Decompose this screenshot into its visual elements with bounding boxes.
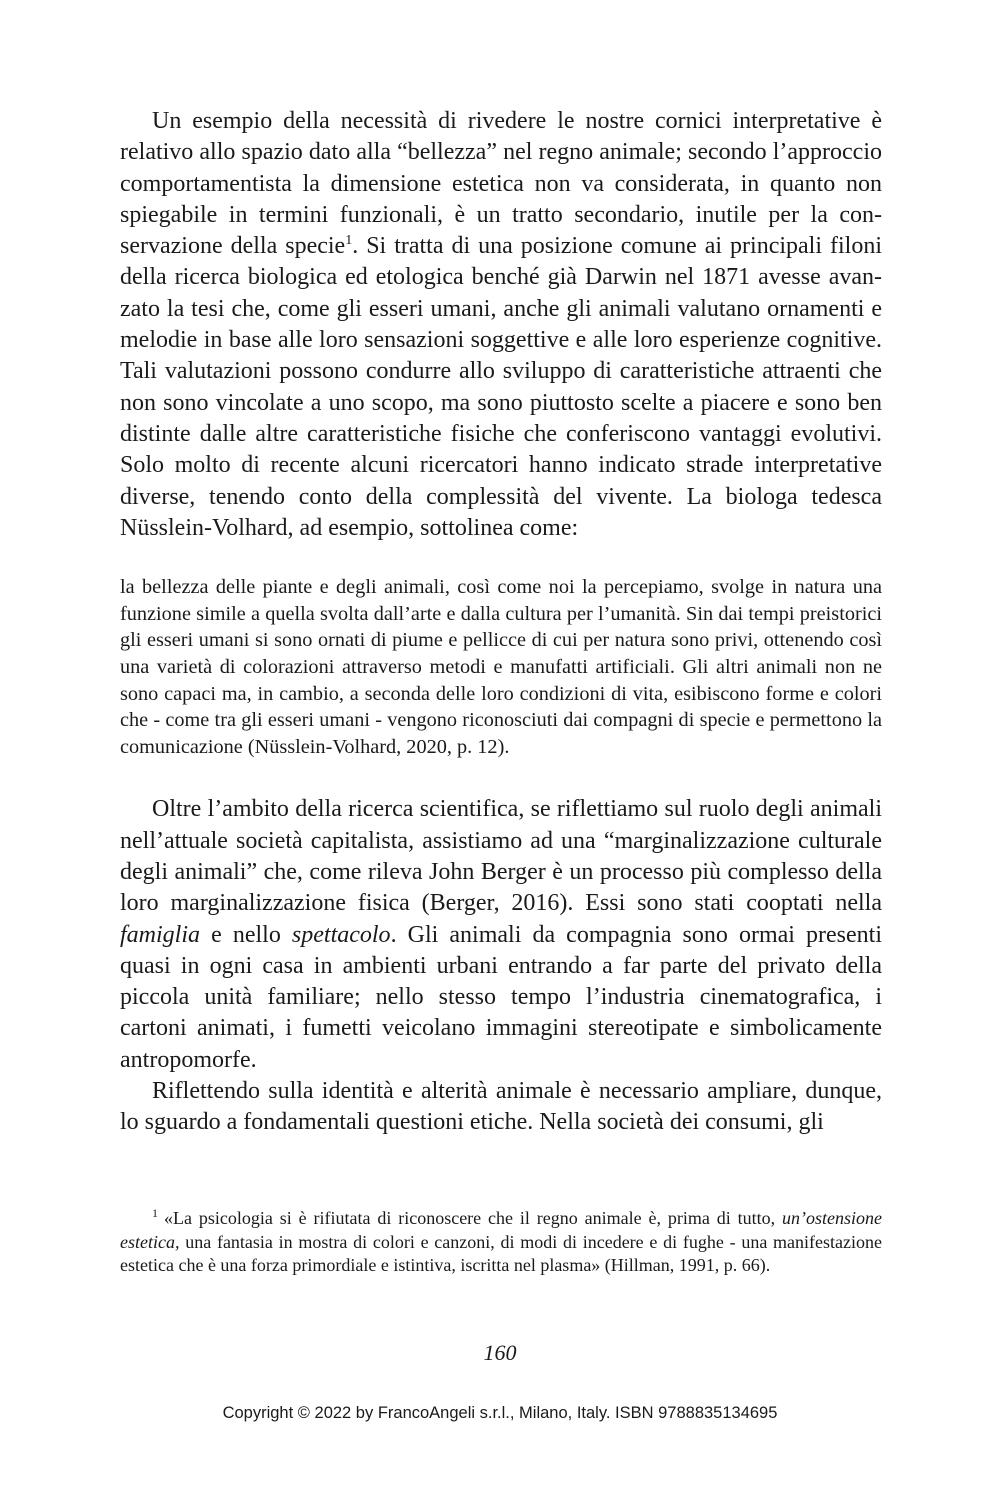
footnote-text-b: una fantasia in mostra di colori e canzoni, di modi di incedere e di fughe - una manifestazione estetica che è una forza primordiale e istintiva, iscritta nel plasma» (Hillman, 1991, p. 66). bbox=[120, 1231, 882, 1275]
paragraph-2-italic-famiglia: famiglia bbox=[120, 921, 201, 948]
block-quote: la bellezza delle piante e degli animali, così come noi la percepiamo, svolge in natura una funzione simile a quella svolta dall’arte e dalla cultura per l’umanità. Sin dai tempi preistorici gli esseri umani si sono ornati di piume e pellicce di cui per natura sono privi, ottenendo così una varietà di colorazioni attraverso metodi e manufatti artificiali. Gli altri animali non ne sono capaci ma, in cambio, a seconda delle loro condizioni di vita, esibiscono forme e colori che - come tra gli esseri umani - vengono riconosciuti dai compagni di specie e permettono la comunicazione (Nüsslein-Volhard, 2020, p. 12). bbox=[120, 576, 882, 758]
body-paragraph-3: Riflettendo sulla identità e alterità animale è necessario ampliare, dunque, lo sguardo a fondamentali questioni etiche. Nella società dei consumi, gli bbox=[120, 1077, 882, 1136]
paragraph-1-text-a: Un esempio della necessità di rivedere le nostre cornici interpretative è relativo allo spazio dato alla “bellezza” nel regno animale; secondo l’approccio comportamentista la dimensione estetica non va considerata, in quanto non spiegabile in termini funzionali, è un tratto secondario, inutile per la conservazione della specie bbox=[120, 108, 882, 260]
footnote bbox=[120, 1207, 882, 1278]
page-body bbox=[120, 106, 882, 1139]
body-paragraph-1 bbox=[120, 106, 882, 544]
footnote-number: 1 bbox=[152, 1206, 158, 1220]
body-paragraph-2 bbox=[120, 794, 882, 1076]
paragraph-1-text-b: . Si tratta di una posizione comune ai principali filoni della ricerca biologica ed etologica benché già Darwin nel 1871 avesse avanzato la tesi che, come gli esseri umani, anche gli animali valutano ornamenti e melodie in base alle loro sensazioni soggettive e alle loro esperienze cognitive. Tali valutazioni possono condurre allo sviluppo di caratteristiche attraenti che non sono vincolate a uno scopo, ma sono piuttosto scelte a piacere e sono ben distinte dalle altre caratteristiche fisiche che conferiscono vantaggi evolutivi. Solo molto di recente alcuni ricercatori hanno indicato strade interpretative diverse, tenendo conto della complessità del vivente. La biologa tedesca Nüsslein-Volhard, ad esempio, sottolinea come: bbox=[120, 233, 883, 541]
page-number: 160 bbox=[483, 1340, 517, 1365]
paragraph-2-text-b: e nello bbox=[200, 921, 292, 948]
footnote-italic: un’ostensione estetica, bbox=[120, 1208, 882, 1252]
footnote-reference[interactable]: 1 bbox=[345, 233, 353, 249]
footnote-text-a: «La psicologia si è rifiutata di riconoscere che il regno animale è, prima di tutto, bbox=[164, 1208, 783, 1228]
paragraph-2-italic-spettacolo: spettacolo bbox=[291, 921, 391, 948]
paragraph-2-text-a: Oltre l’ambito della ricerca scientifica, se riflettiamo sul ruolo degli animali nell’attuale società capitalista, assistiamo ad una “marginalizzazione culturale degli animali” che, come rileva John Berger è un processo più complesso della loro marginalizzazione fisica (Berger, 2016). Essi sono stati cooptati nella bbox=[120, 796, 882, 917]
paragraph-2-text-c: . Gli animali da compagnia sono ormai presenti quasi in ogni casa in ambienti urbani entrando a far parte del privato della piccola unità familiare; nello stesso tempo l’industria cinematografica, i cartoni animati, i fumetti veicolano immagini stereotipate e simbolicamente antropomorfe. bbox=[120, 921, 883, 1073]
copyright-notice: Copyright © 2022 by FrancoAngeli s.r.l., Milano, Italy. ISBN 9788835134695 bbox=[222, 1404, 778, 1422]
